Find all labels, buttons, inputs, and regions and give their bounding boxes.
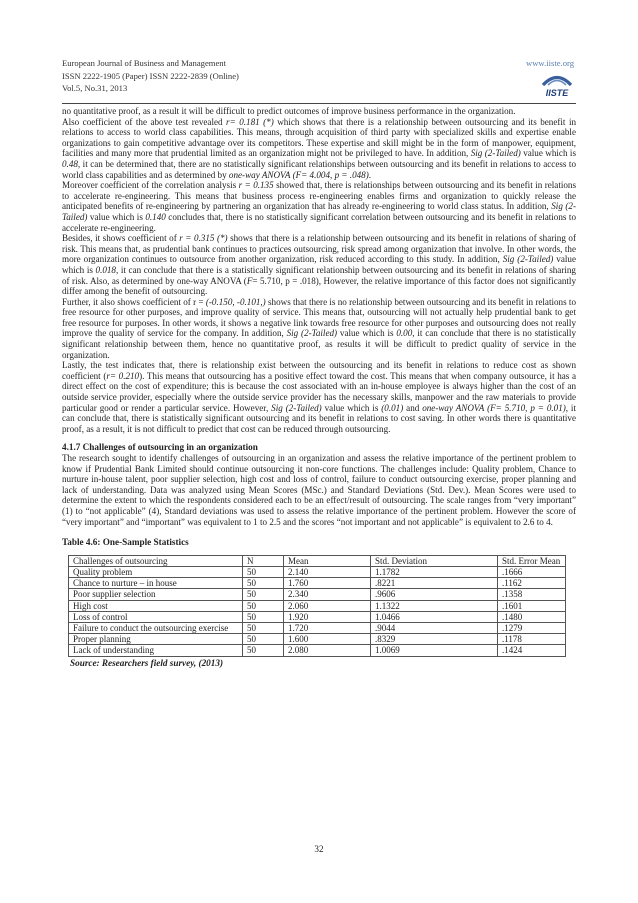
table-cell: 50 xyxy=(243,611,284,622)
table-row xyxy=(69,645,566,656)
paragraph-text: , it can conclude that, there is statistically significant outsourcing and its benefit in relations to cost saving. In other words there is quantitative proof, as a result, it is not difficult to predict that cost can be reduced through outsourcing. xyxy=(62,402,576,434)
italic-term: Sig (2-Tailed) xyxy=(470,148,521,159)
paragraph-text: concludes that, there is no statistically significant correlation between outsourcing and its benefit in relations to accelerate re-engineering. xyxy=(62,211,576,233)
section-heading: 4.1.7 Challenges of outsourcing in an organization xyxy=(62,442,258,453)
table-cell: 1.720 xyxy=(284,622,371,633)
table-cell: .8221 xyxy=(371,578,498,589)
table-cell: 1.760 xyxy=(284,578,371,589)
table-cell: 50 xyxy=(243,578,284,589)
paragraph-text: value which is xyxy=(62,254,577,275)
body-paragraph xyxy=(62,180,576,233)
table-cell: .1162 xyxy=(498,578,566,589)
table-cell: Failure to conduct the outsourcing exercise xyxy=(69,622,243,633)
table-cell: 2.340 xyxy=(284,589,371,600)
table-cell: .9606 xyxy=(371,589,498,600)
italic-term: Sig (2-Tailed) xyxy=(502,254,554,265)
page-body xyxy=(62,106,576,668)
table-cell: .1358 xyxy=(498,589,566,600)
paragraph-text: shows that there is a relationship between outsourcing and its benefit in relations of sharing of risk. This means that, as prudential bank continues to practices outsourcing, risk spread among organization that involve. In other words, the more organization continues to outsource from another organization, risk reduced according to this study. In addition, xyxy=(62,233,576,265)
table-cell: Std. Deviation xyxy=(371,555,498,566)
italic-term: 0.00 xyxy=(396,328,413,339)
paragraphs xyxy=(62,106,576,434)
paragraph-text: , it can be determined that, there are no statistically significant relationships between outsourcing and its benefit in relations to access to world class capabilities and as determined by xyxy=(62,158,576,180)
italic-term: Sig (2-Tailed) xyxy=(271,402,322,413)
paragraph-text: = 5.710, p = .018), However, the relative importance of this factor does not significantly differ among the benefit of outsourcing. xyxy=(62,275,576,297)
header-rule xyxy=(62,103,576,104)
body-paragraph xyxy=(62,360,576,434)
table-cell: .1666 xyxy=(498,566,566,577)
table-row xyxy=(69,600,566,611)
svg-text:IISTE: IISTE xyxy=(545,88,569,98)
table-cell: .1424 xyxy=(498,645,566,656)
paragraph-text: shows that there is no relationship between outsourcing and its benefit in relations to free resource for other purposes, and improve quality of service. This means that, outsourcing will not actually help prudential bank to get free resource for purposes. In other words, it shows a negative link towards free resource for other purposes and outsourcing does not really improve the quality of service for the company. In addition, xyxy=(62,296,576,339)
table-cell: .1279 xyxy=(498,622,566,633)
table-cell: Std. Error Mean xyxy=(498,555,566,566)
table-cell: 50 xyxy=(243,600,284,611)
italic-term: F xyxy=(246,275,253,286)
journal-issn: ISSN 2222-1905 (Paper) ISSN 2222-2839 (Online) xyxy=(62,70,239,81)
paragraph-text: ). This means that outsourcing has a positive effect toward the cost. This means that when company outsource, it has a direct effect on the cost of expenditure; this is because the cost associated with an in-house employee is always higher than the cost of an outside service provider, especially where the outside service provider has the necessary skills, manpower and the raw materials to provide particular good or render a particular service. However, xyxy=(62,370,576,413)
paragraph-text: Besides, it shows coefficient of xyxy=(62,233,180,244)
table-cell: Proper planning xyxy=(69,634,243,645)
page-number: 32 xyxy=(314,844,324,854)
table-row xyxy=(69,634,566,645)
body-paragraph xyxy=(62,117,576,181)
body-paragraph xyxy=(62,297,576,361)
paragraph-text: and xyxy=(403,402,423,413)
table-cell: 1.0069 xyxy=(371,645,498,656)
table-cell: 1.1782 xyxy=(371,566,498,577)
table-cell: 50 xyxy=(243,589,284,600)
italic-term: Sig (2-Tailed) xyxy=(62,201,577,222)
table-caption: Table 4.6: One-Sample Statistics xyxy=(62,537,189,548)
table-cell: 50 xyxy=(243,566,284,577)
table-row xyxy=(69,578,566,589)
paragraph-text: value which is xyxy=(337,328,397,339)
table-cell: Quality problem xyxy=(69,566,243,577)
table-cell: 1.920 xyxy=(284,611,371,622)
statistics-table xyxy=(68,555,566,657)
italic-term: r= 0.210 xyxy=(106,370,140,381)
table-cell: Mean xyxy=(284,555,371,566)
paragraph-text: . xyxy=(368,169,372,180)
paragraph-text: no quantitative proof, as a result it will be difficult to predict outcomes of improve business performance in the organization. xyxy=(62,106,516,116)
table-cell: .1480 xyxy=(498,611,566,622)
italic-term: 0.48 xyxy=(62,158,78,169)
table-cell: .1178 xyxy=(498,634,566,645)
table-cell: Lack of understanding xyxy=(69,645,243,656)
body-paragraph xyxy=(62,233,576,297)
journal-volume: Vol.5, No.31, 2013 xyxy=(62,83,128,94)
italic-term: Sig (2-Tailed) xyxy=(286,328,338,339)
paragraph-text: value which is xyxy=(520,148,576,159)
table-cell: N xyxy=(243,555,284,566)
table-cell: 50 xyxy=(243,645,284,656)
table-cell: Challenges of outsourcing xyxy=(69,555,243,566)
table-cell: 1.0466 xyxy=(371,611,498,622)
table-row xyxy=(69,566,566,577)
italic-term: one-way ANOVA (F= 4.004, p = .048) xyxy=(228,169,369,180)
paragraph-text: Moreover coefficient of the correlation analysis xyxy=(62,180,239,191)
table-cell: 50 xyxy=(243,634,284,645)
paragraph-text: , it can conclude that there is a statistically significant relationship between outsourcing and its benefit in relations of sharing of risk. Also, as determined by one-way ANOVA ( xyxy=(62,264,576,286)
italic-term: r = 0.315 (*) xyxy=(179,233,228,244)
table-cell: Chance to nurture – in house xyxy=(69,578,243,589)
paragraph-text: showed that, there is relationships between outsourcing and its benefit in relations to accelerate re-engineering. This means that business process re-engineering enables firms and organization to quickly release the anticipated benefits of re-engineering by partnering an organization that has already re-engineering to world class status. In addition, xyxy=(62,180,577,212)
paragraph-text: , it can conclude that there is no statistically significant relationship between them, hence no quantitative proof, as results it will be difficult to predict quality of service in the organization. xyxy=(62,328,576,360)
table-source: Source: Researchers field survey, (2013) xyxy=(70,657,224,668)
paragraph-text: value which is xyxy=(321,402,382,413)
table-cell: .1601 xyxy=(498,600,566,611)
paragraph-text: which shows that there is a relationship between outsourcing and its benefit in relations to access to world class capabilities. This means, through acquisition of third party with specialized skills and expertise enable organizations to gain competitive advantage over its competitors. These expertise and skill might be in the form of manpower, equipment, facilities and many more that prudential limited as an organization might not be privileged to have. In addition, xyxy=(62,116,577,159)
table-cell: 2.140 xyxy=(284,566,371,577)
table-cell: 1.600 xyxy=(284,634,371,645)
table-row xyxy=(69,589,566,600)
paragraph-text: Lastly, the test indicates that, there is relationship exist between the outsourcing and its benefit in relations to reduce cost as shown coefficient ( xyxy=(62,360,576,381)
paragraph-text: value which is xyxy=(87,211,146,222)
italic-term: (0.01) xyxy=(381,402,404,413)
table-cell: .9044 xyxy=(371,622,498,633)
italic-term: (-0.150, -0.101,) xyxy=(205,296,266,307)
italic-term: 0.018 xyxy=(95,264,116,275)
table-cell: 2.080 xyxy=(284,645,371,656)
table-row xyxy=(69,622,566,633)
section-paragraph: The research sought to identify challenges of outsourcing in an organization and assess the relative importance of the pertinent problem to know if Prudential Bank Limited should continue outsourcing it non-core functions. The challenges include: Quality problem, Chance to nurture in-house talent, poor supplier selection, high cost and loss of control, failure to conduct outsourcing exercise, proper planning and lack of understanding. Data was analyzed using Mean Scores (MSc.) and Standard Deviations (Std. Dev.). Mean Scores were used to determine the extent to which the respondents considered each to be an effect/result of outsourcing. The scale ranges from “very important” (1) to “not applicable” (4), Standard deviations was used to assess the relative importance of the pertinent problem. However the score of “very important” and “important” was equivalent to 1 to 2.5 and the scores “not important and not applicable” is equivalent to 2.6 to 4. xyxy=(62,453,576,527)
italic-term: one-way ANOVA (F= 5.710, p = 0.01) xyxy=(422,402,566,413)
paragraph-text: Further, it also shows coefficient of r = xyxy=(62,296,206,307)
table-row xyxy=(69,611,566,622)
iiste-logo xyxy=(540,69,574,99)
table-cell: 2.060 xyxy=(284,600,371,611)
table-cell: .8329 xyxy=(371,634,498,645)
body-paragraph xyxy=(62,106,576,117)
paragraph-text: Also coefficient of the above test revealed xyxy=(62,116,227,127)
journal-header xyxy=(62,57,576,95)
journal-title: European Journal of Business and Management xyxy=(62,58,226,68)
table-cell: 1.1322 xyxy=(371,600,498,611)
journal-website-link[interactable]: www.iiste.org xyxy=(526,58,574,68)
table-cell: High cost xyxy=(69,600,243,611)
table-cell: Poor supplier selection xyxy=(69,589,243,600)
italic-term: 0.140 xyxy=(145,211,166,222)
italic-term: r = 0.135 xyxy=(238,180,274,191)
table-header-row xyxy=(69,555,566,566)
italic-term: r= 0.181 (*) xyxy=(226,116,274,127)
table-cell: 50 xyxy=(243,622,284,633)
table-cell: Loss of control xyxy=(69,611,243,622)
